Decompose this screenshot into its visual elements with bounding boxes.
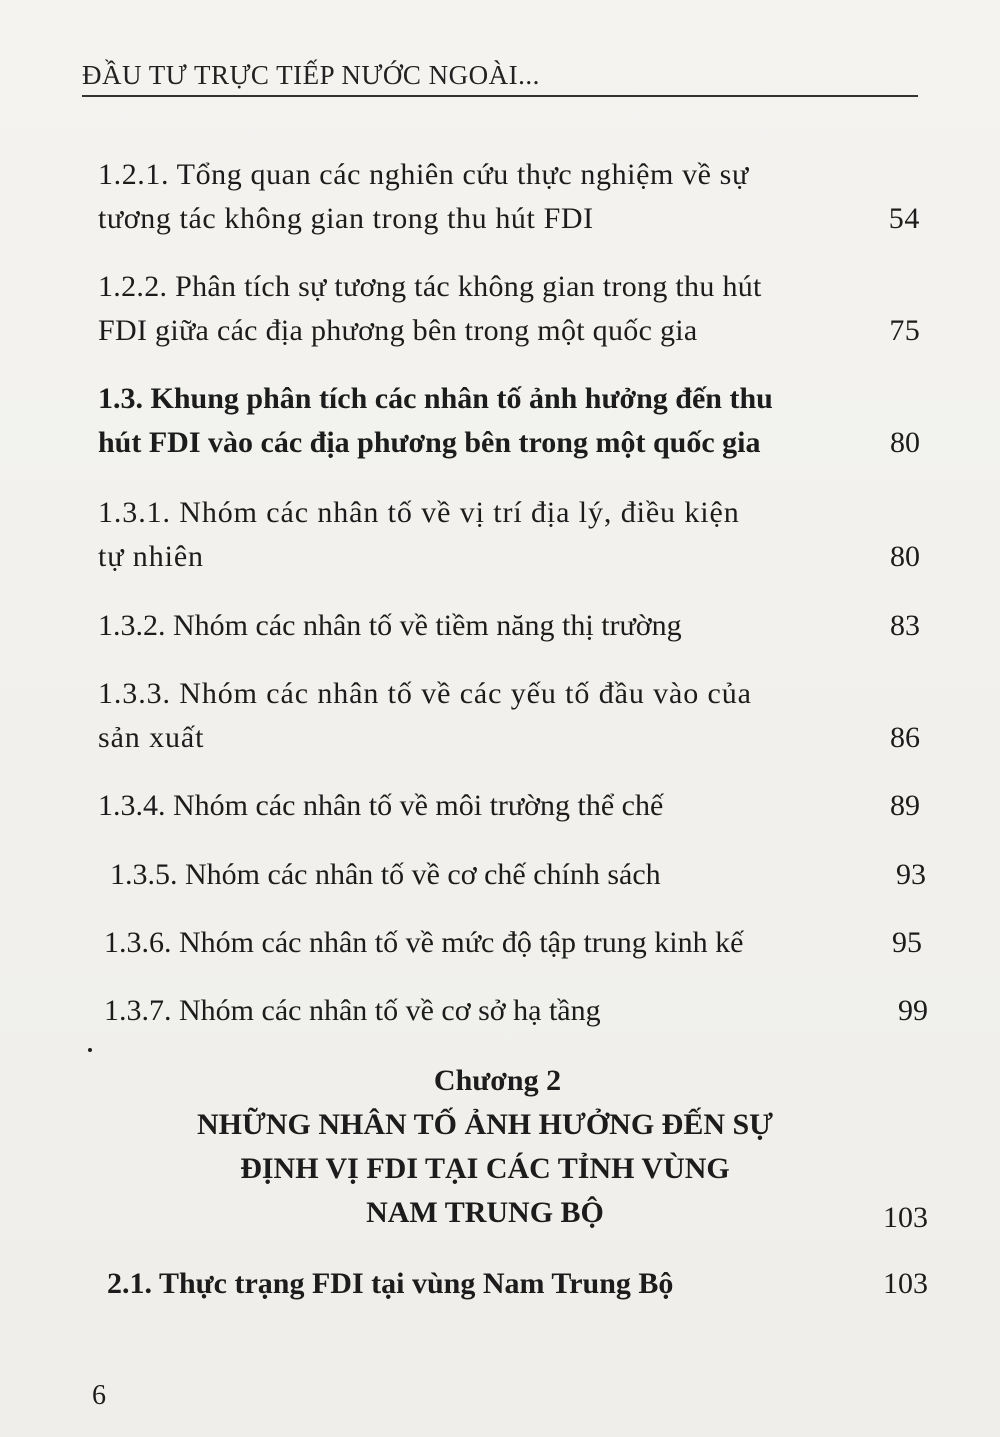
toc-page-number: 93 bbox=[896, 858, 926, 891]
chapter-heading bbox=[0, 1059, 1000, 1235]
toc-entry-1-3-5 bbox=[110, 853, 926, 897]
toc-page-number: 103 bbox=[883, 1267, 928, 1300]
toc-entry-line: 1.3.2. Nhóm các nhân tố về tiềm năng thị trường bbox=[98, 609, 682, 642]
toc-page-number: 103 bbox=[883, 1201, 928, 1234]
page-number: 6 bbox=[92, 1380, 106, 1411]
toc-entry-2-1 bbox=[107, 1262, 928, 1306]
toc-entry-line: tự nhiên bbox=[98, 540, 204, 573]
toc-entry-line: 1.3.5. Nhóm các nhân tố về cơ chế chính sách bbox=[110, 858, 661, 891]
chapter-title-line: ĐỊNH VỊ FDI TẠI CÁC TỈNH VÙNG bbox=[240, 1152, 730, 1185]
toc-entry-1-3 bbox=[98, 377, 920, 465]
toc-entry-1-3-7 bbox=[104, 989, 928, 1033]
toc-entry-line: 1.3.6. Nhóm các nhân tố về mức độ tập trung kinh kế bbox=[104, 926, 744, 959]
toc-entry-line: 1.3.1. Nhóm các nhân tố về vị trí địa lý, điều kiện bbox=[98, 496, 740, 529]
toc-entry-line: sản xuất bbox=[98, 721, 205, 754]
toc-entry-1-3-1 bbox=[98, 491, 920, 579]
toc-page-number: 89 bbox=[890, 789, 920, 822]
toc-entry-line: 1.3.4. Nhóm các nhân tố về môi trường thể chế bbox=[98, 789, 664, 822]
toc-entry-line: 1.3. Khung phân tích các nhân tố ảnh hưởng đến thu bbox=[98, 382, 773, 415]
toc-entry-1-2-2 bbox=[98, 265, 920, 353]
chapter-label: Chương 2 bbox=[433, 1064, 562, 1097]
toc-entry-1-3-2 bbox=[98, 604, 920, 648]
toc-entry-line: 1.2.2. Phân tích sự tương tác không gian trong thu hút bbox=[98, 270, 762, 303]
toc-page-number: 54 bbox=[888, 202, 920, 235]
running-head: ĐẦU TƯ TRỰC TIẾP NƯỚC NGOÀI... bbox=[82, 60, 540, 90]
toc-entry-line: tương tác không gian trong thu hút FDI bbox=[98, 202, 594, 235]
toc-entry-line: 1.2.1. Tổng quan các nghiên cứu thực nghiệm về sự bbox=[98, 158, 749, 191]
toc-entry-line: 1.3.3. Nhóm các nhân tố về các yếu tố đầu vào của bbox=[98, 677, 752, 710]
chapter-title-line: NHỮNG NHÂN TỐ ẢNH HƯỞNG ĐẾN SỰ bbox=[196, 1108, 774, 1141]
toc-page-number: 75 bbox=[889, 314, 920, 347]
stray-dot bbox=[88, 1048, 92, 1052]
toc-entry-line: 2.1. Thực trạng FDI tại vùng Nam Trung Bộ bbox=[107, 1267, 674, 1300]
toc-page-number: 80 bbox=[890, 540, 920, 573]
toc-entry-1-3-6 bbox=[104, 921, 922, 965]
toc-page-number: 99 bbox=[898, 994, 928, 1027]
toc-entry-1-2-1 bbox=[98, 153, 920, 241]
toc-entry-line: FDI giữa các địa phương bên trong một quốc gia bbox=[98, 314, 698, 347]
toc-page-number: 95 bbox=[892, 926, 922, 959]
toc-page-number: 83 bbox=[890, 609, 920, 642]
toc-entry-line: hút FDI vào các địa phương bên trong một quốc gia bbox=[98, 426, 761, 459]
toc-entry-line: 1.3.7. Nhóm các nhân tố về cơ sở hạ tầng bbox=[104, 994, 601, 1027]
toc-page-number: 86 bbox=[890, 721, 920, 754]
toc-page-number: 80 bbox=[890, 426, 920, 459]
toc-entry-1-3-3 bbox=[98, 672, 920, 760]
header-rule bbox=[82, 95, 918, 97]
toc-entry-1-3-4 bbox=[98, 784, 920, 828]
chapter-title-line: NAM TRUNG BỘ bbox=[366, 1196, 604, 1229]
